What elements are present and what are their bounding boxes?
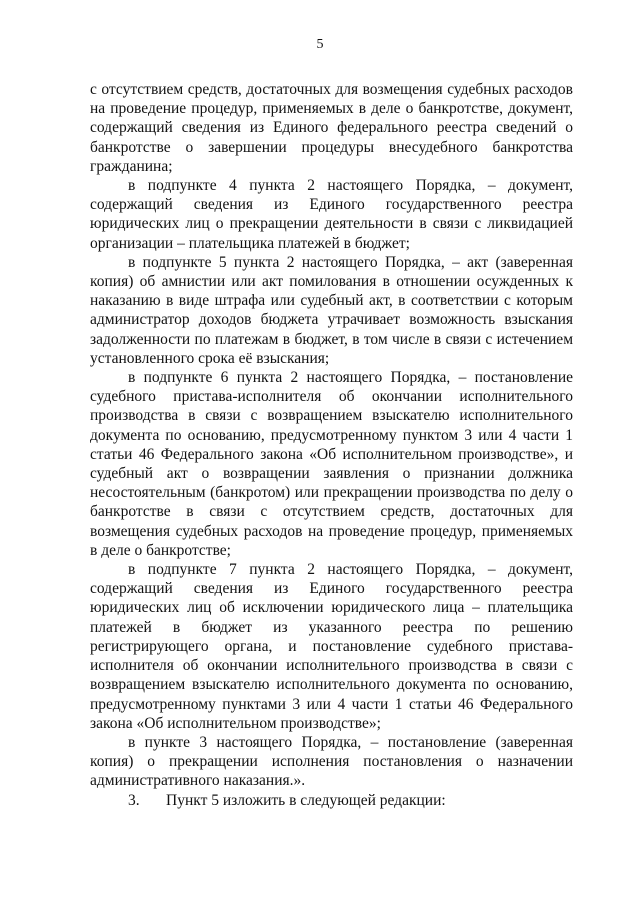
page-number: 5 <box>316 37 324 52</box>
item-number: 3. <box>128 791 140 809</box>
paragraph-subitem-4: в подпункте 4 пункта 2 настоящего Порядка, – документ, содержащий сведения из Единого государственного реестра юридических лиц о прекращении деятельности в связи с ликвидацией организации – плательщика платежей в бюджет; <box>90 177 573 252</box>
item-text: Пункт 5 изложить в следующей редакции: <box>166 791 446 809</box>
document-body <box>90 80 573 810</box>
paragraph-subitem-7: в подпункте 7 пункта 2 настоящего Порядка, – документ, содержащий сведения из Единого государственного реестра юридических лиц об исключении юридического лица – плательщика платежей в бюджет из указанного реестра по решению регистрирующего органа, и постановление судебного пристава-исполнителя об окончании исполнительного производства в связи с возвращением взыскателю исполнительного документа по основанию, предусмотренному пунктами 3 или 4 части 1 статьи 46 Федерального закона «Об исполнительном производстве»; <box>90 561 573 732</box>
paragraph-subitem-5: в подпункте 5 пункта 2 настоящего Порядка, – акт (заверенная копия) об амнистии или акт помилования в отношении осужденных к наказанию в виде штрафа или судебный акт, в соответствии с которым администратор доходов бюджета утрачивает возможность взыскания задолженности по платежам в бюджет, в том числе в связи с истечением установленного срока её взыскания; <box>90 253 573 367</box>
paragraph-item-3: в пункте 3 настоящего Порядка, – постановление (заверенная копия) о прекращении исполнения постановления о назначении административного наказания.». <box>90 733 573 790</box>
paragraph-continuation: с отсутствием средств, достаточных для возмещения судебных расходов на проведение процедур, применяемых в деле о банкротстве, документ, содержащий сведения из Единого федерального реестра сведений о банкротстве о завершении процедуры внесудебного банкротства гражданина; <box>90 81 573 175</box>
numbered-item-3 <box>90 791 573 810</box>
paragraph-subitem-6: в подпункте 6 пункта 2 настоящего Порядка, – постановление судебного пристава-исполнителя об окончании исполнительного производства в связи с возвращением взыскателю исполнительного документа по основанию, предусмотренному пунктом 3 или 4 части 1 статьи 46 Федерального закона «Об исполнительном производстве», и судебный акт о возвращении заявления о признании должника несостоятельным (банкротом) или прекращении производства по делу о банкротстве в связи с отсутствием средств, достаточных для возмещения судебных расходов на проведение процедур, применяемых в деле о банкротстве; <box>90 369 573 559</box>
